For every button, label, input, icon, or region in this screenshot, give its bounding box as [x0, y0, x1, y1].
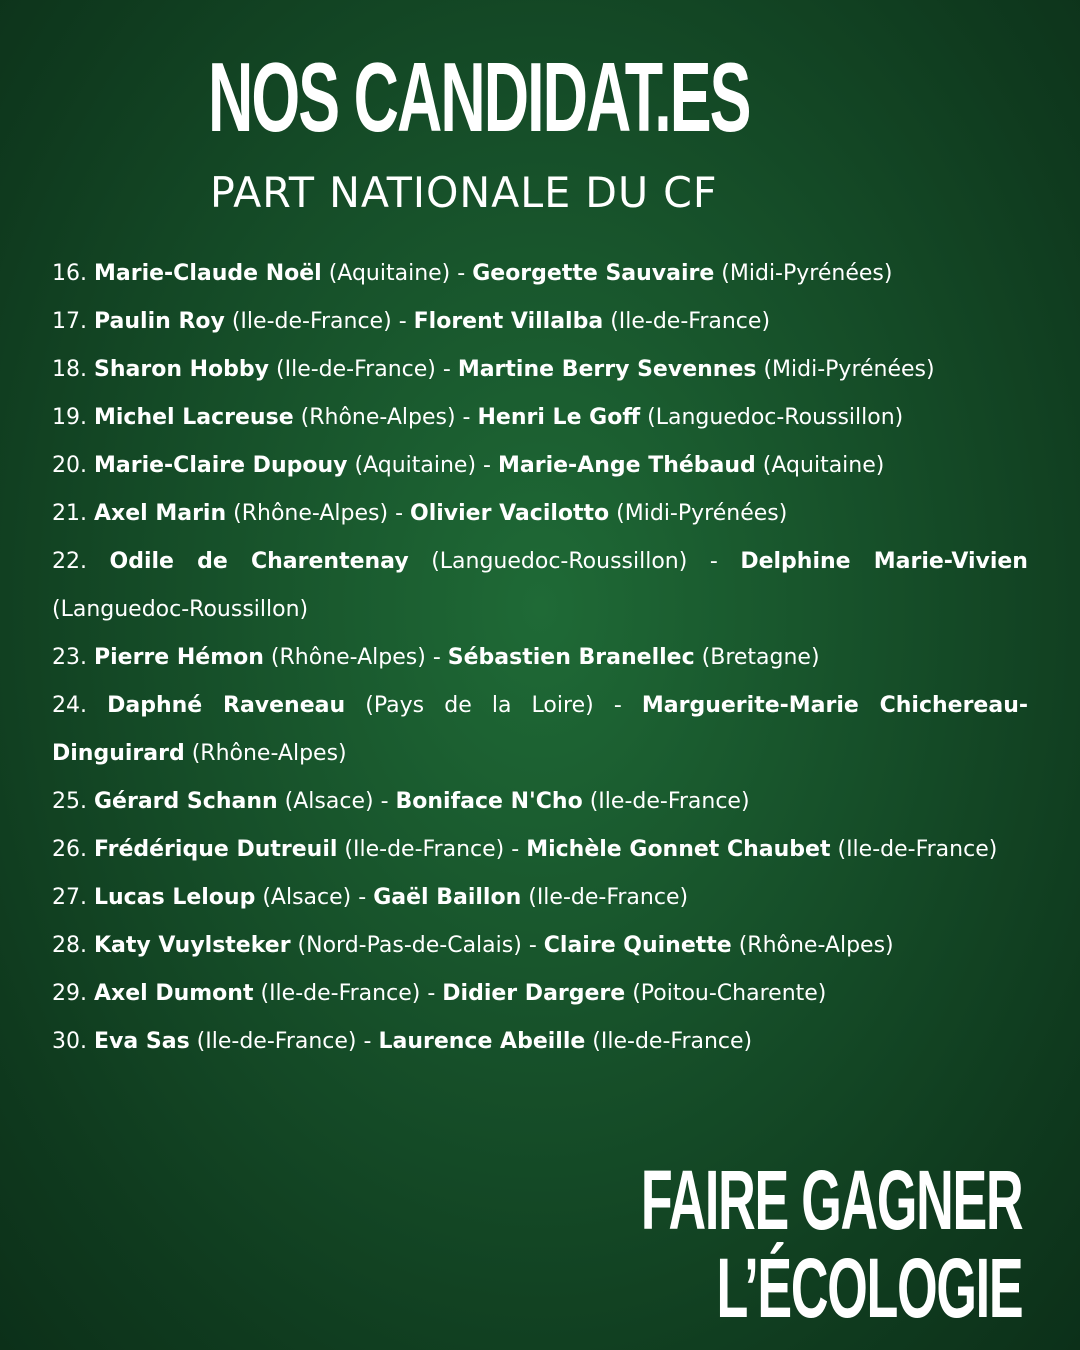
entry-number: 22. — [52, 549, 87, 574]
candidate-name: Eva Sas — [94, 1029, 190, 1054]
separator: - — [613, 693, 622, 718]
slogan — [640, 1153, 1022, 1335]
separator: - — [398, 309, 407, 334]
list-item — [52, 682, 1028, 778]
candidate-name: Martine Berry Sevennes — [457, 357, 757, 382]
candidate-name: Gérard Schann — [94, 789, 278, 814]
list-item — [52, 826, 1028, 874]
candidate-region: (Ile-de-France) — [260, 981, 421, 1006]
separator: - — [427, 981, 436, 1006]
candidate-region: (Rhône-Alpes) — [300, 405, 456, 430]
candidate-region: (Aquitaine) — [354, 453, 477, 478]
candidate-name: Gaël Baillon — [373, 885, 522, 910]
candidate-region: (Aquitaine) — [762, 453, 885, 478]
candidate-name: Claire Quinette — [543, 933, 732, 958]
list-item — [52, 490, 1028, 538]
separator: - — [363, 1029, 372, 1054]
candidate-region: (Poitou-Charente) — [632, 981, 827, 1006]
candidate-name: Daphné Raveneau — [107, 693, 346, 718]
separator: - — [462, 405, 471, 430]
candidate-region: (Ile-de-France) — [589, 789, 750, 814]
entry-number: 26. — [52, 837, 87, 862]
candidate-name: Odile de Charentenay — [109, 549, 409, 574]
candidate-name: Laurence Abeille — [378, 1029, 586, 1054]
candidate-name: Florent Villalba — [413, 309, 604, 334]
separator: - — [457, 261, 466, 286]
candidate-name: Paulin Roy — [94, 309, 225, 334]
entry-number: 20. — [52, 453, 87, 478]
entry-number: 27. — [52, 885, 87, 910]
candidate-name: Marie-Ange Thébaud — [498, 453, 756, 478]
entry-number: 18. — [52, 357, 87, 382]
separator: - — [483, 453, 491, 478]
list-item — [52, 394, 1028, 442]
candidate-region: (Alsace) — [262, 885, 352, 910]
entry-number: 28. — [52, 933, 87, 958]
candidate-region: (Midi-Pyrénées) — [721, 261, 893, 286]
candidate-name: Didier Dargere — [442, 981, 626, 1006]
candidate-name: Axel Marin — [94, 501, 227, 526]
list-item — [52, 970, 1028, 1018]
candidate-name: Marie-Claude Noël — [94, 261, 322, 286]
entry-number: 24. — [52, 693, 87, 718]
slogan-line-1: FAIRE GAGNER — [640, 1153, 1022, 1247]
entry-number: 30. — [52, 1029, 87, 1054]
list-item — [52, 922, 1028, 970]
slogan-line-2: L’ÉCOLOGIE — [716, 1241, 1022, 1335]
candidate-region: (Rhône-Alpes) — [738, 933, 894, 958]
candidate-name: Henri Le Goff — [477, 405, 641, 430]
candidate-region: (Bretagne) — [701, 645, 820, 670]
candidate-region: (Languedoc-Roussillon) — [431, 549, 688, 574]
separator: - — [528, 933, 537, 958]
candidate-region: (Ile-de-France) — [837, 837, 998, 862]
separator: - — [380, 789, 389, 814]
list-item — [52, 538, 1028, 634]
list-item — [52, 874, 1028, 922]
entry-number: 23. — [52, 645, 87, 670]
separator: - — [395, 501, 404, 526]
candidate-name: Marie-Claire Dupouy — [94, 453, 348, 478]
candidate-region: (Alsace) — [284, 789, 374, 814]
page-title: NOS CANDIDAT.ES — [208, 42, 750, 152]
candidate-name: Olivier Vacilotto — [410, 501, 610, 526]
separator: - — [511, 837, 520, 862]
candidate-region: (Ile-de-France) — [592, 1029, 753, 1054]
list-item — [52, 442, 1028, 490]
candidate-name: Michel Lacreuse — [94, 405, 294, 430]
list-item — [52, 1018, 1028, 1066]
candidate-list — [52, 250, 1028, 1066]
candidate-name: Michèle Gonnet Chaubet — [526, 837, 831, 862]
candidate-region: (Midi-Pyrénées) — [763, 357, 935, 382]
candidate-region: (Languedoc-Roussillon) — [647, 405, 904, 430]
candidate-region: (Ile-de-France) — [196, 1029, 357, 1054]
candidate-name: Marguerite-Marie Chichereau-Dinguirard — [52, 693, 1028, 766]
entry-number: 25. — [52, 789, 87, 814]
list-item — [52, 634, 1028, 682]
candidate-region: (Aquitaine) — [328, 261, 451, 286]
candidate-region: (Pays de la Loire) — [365, 693, 594, 718]
list-item — [52, 778, 1028, 826]
page-subtitle: PART NATIONALE DU CF — [210, 168, 718, 217]
candidate-region: (Ile-de-France) — [528, 885, 689, 910]
candidate-region: (Ile-de-France) — [276, 357, 436, 382]
separator: - — [358, 885, 367, 910]
list-item — [52, 346, 1028, 394]
candidate-region: (Rhône-Alpes) — [233, 501, 389, 526]
candidate-region: (Ile-de-France) — [231, 309, 392, 334]
candidate-region: (Rhône-Alpes) — [270, 645, 426, 670]
candidate-region: (Nord-Pas-de-Calais) — [297, 933, 522, 958]
candidate-name: Lucas Leloup — [94, 885, 256, 910]
candidate-region: (Ile-de-France) — [344, 837, 505, 862]
candidate-name: Boniface N'Cho — [395, 789, 583, 814]
candidate-name: Frédérique Dutreuil — [94, 837, 338, 862]
candidate-region: (Rhône-Alpes) — [191, 741, 347, 766]
list-item — [52, 250, 1028, 298]
candidate-name: Sébastien Branellec — [447, 645, 695, 670]
candidate-name: Georgette Sauvaire — [472, 261, 715, 286]
candidate-name: Sharon Hobby — [94, 357, 270, 382]
candidate-region: (Midi-Pyrénées) — [616, 501, 788, 526]
entry-number: 21. — [52, 501, 87, 526]
candidate-name: Axel Dumont — [94, 981, 254, 1006]
candidate-name: Pierre Hémon — [94, 645, 264, 670]
entry-number: 17. — [52, 309, 87, 334]
list-item — [52, 298, 1028, 346]
entry-number: 29. — [52, 981, 87, 1006]
candidate-name: Delphine Marie-Vivien — [740, 549, 1028, 574]
candidate-region: (Languedoc-Roussillon) — [52, 597, 309, 622]
separator: - — [432, 645, 441, 670]
entry-number: 19. — [52, 405, 87, 430]
separator: - — [709, 549, 718, 574]
candidate-region: (Ile-de-France) — [610, 309, 771, 334]
separator: - — [442, 357, 451, 382]
candidate-name: Katy Vuylsteker — [94, 933, 291, 958]
entry-number: 16. — [52, 261, 87, 286]
